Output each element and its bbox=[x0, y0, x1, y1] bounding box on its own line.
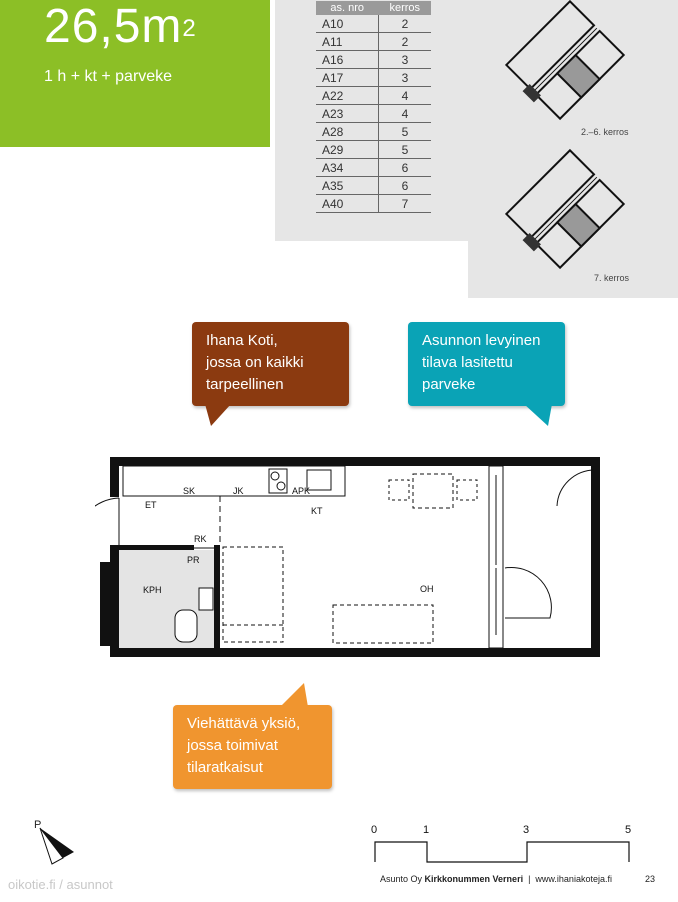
bubble-teal-line-1: Asunnon levyinen bbox=[422, 332, 541, 349]
bubble-brown-line-1: Ihana Koti, bbox=[206, 332, 278, 349]
table-row bbox=[316, 69, 431, 87]
apartment-cell: A11 bbox=[316, 33, 379, 51]
apartment-cell: A29 bbox=[316, 141, 379, 159]
floor-cell: 3 bbox=[379, 51, 432, 69]
label-pr: PR bbox=[187, 555, 200, 565]
wall-bottom bbox=[110, 648, 600, 657]
scale-tick-1: 1 bbox=[423, 824, 430, 836]
col-floor-header: kerros bbox=[379, 1, 432, 15]
wall-bath-top bbox=[119, 545, 194, 550]
table-row bbox=[316, 141, 431, 159]
label-kph: KPH bbox=[143, 585, 162, 595]
bubble-teal bbox=[408, 322, 565, 406]
floor-plan bbox=[95, 450, 605, 665]
scale-tick-3: 3 bbox=[523, 824, 530, 836]
table-row bbox=[316, 123, 431, 141]
label-kt: KT bbox=[311, 506, 323, 516]
bubble-orange-tail bbox=[280, 683, 310, 707]
wall-left-upper bbox=[110, 457, 119, 497]
floor-cell: 6 bbox=[379, 159, 432, 177]
table-row bbox=[316, 87, 431, 105]
balcony-door-swing bbox=[505, 567, 551, 618]
floor-cell: 3 bbox=[379, 69, 432, 87]
bubble-teal-line-3: parveke bbox=[422, 376, 476, 393]
wall-top bbox=[110, 457, 600, 466]
wall-bath-right bbox=[214, 545, 220, 648]
footer-prefix: Asunto Oy bbox=[380, 874, 425, 884]
bubble-brown-line-2: jossa on kaikki bbox=[206, 354, 304, 371]
keyplan-label-2-6: 2.–6. kerros bbox=[581, 127, 629, 137]
apartment-cell: A16 bbox=[316, 51, 379, 69]
bubble-teal-tail bbox=[524, 404, 554, 428]
apartment-cell: A35 bbox=[316, 177, 379, 195]
table-row bbox=[316, 33, 431, 51]
table-row bbox=[316, 177, 431, 195]
bubble-orange bbox=[173, 705, 332, 789]
watermark: oikotie.fi / asunnot bbox=[8, 877, 113, 892]
bubble-brown-tail bbox=[205, 404, 235, 428]
bubble-orange-line-2: jossa toimivat bbox=[187, 737, 278, 754]
apartment-cell: A28 bbox=[316, 123, 379, 141]
floor-cell: 4 bbox=[379, 105, 432, 123]
bubble-orange-line-1: Viehättävä yksiö, bbox=[187, 715, 301, 732]
table-row bbox=[316, 51, 431, 69]
footer-separator: | bbox=[523, 874, 536, 884]
apartment-cell: A34 bbox=[316, 159, 379, 177]
apartment-cell: A10 bbox=[316, 15, 379, 33]
area-value: 26,5m bbox=[44, 0, 183, 53]
footer-text bbox=[380, 874, 612, 884]
floor-cell: 6 bbox=[379, 177, 432, 195]
footer-url[interactable]: www.ihaniakoteja.fi bbox=[535, 874, 612, 884]
floor-cell: 5 bbox=[379, 141, 432, 159]
keyplan-floors-2-6 bbox=[505, 0, 635, 140]
room-description: 1 h + kt + parveke bbox=[44, 68, 173, 85]
sink-icon bbox=[199, 588, 213, 610]
north-label: P bbox=[34, 819, 42, 831]
table-header-row bbox=[316, 1, 431, 15]
bubble-brown bbox=[192, 322, 349, 406]
keyplan-floor-7 bbox=[505, 147, 635, 277]
apartment-cell: A17 bbox=[316, 69, 379, 87]
floor-cell: 2 bbox=[379, 33, 432, 51]
label-et: ET bbox=[145, 500, 157, 510]
toilet-icon bbox=[175, 610, 197, 642]
label-oh: OH bbox=[420, 584, 434, 594]
scale-tick-5: 5 bbox=[625, 824, 632, 836]
apartment-cell: A40 bbox=[316, 195, 379, 213]
table-row bbox=[316, 195, 431, 213]
apartment-cell: A22 bbox=[316, 87, 379, 105]
scale-tick-0: 0 bbox=[371, 824, 378, 836]
scale-bar bbox=[368, 830, 638, 870]
label-sk: SK bbox=[183, 486, 196, 496]
bubble-brown-line-3: tarpeellinen bbox=[206, 376, 284, 393]
table-row bbox=[316, 159, 431, 177]
wall-left-block bbox=[100, 562, 112, 646]
sofa-outline bbox=[333, 605, 433, 643]
footer-company: Kirkkonummen Verneri bbox=[424, 874, 524, 884]
col-apartment-header: as. nro bbox=[316, 1, 379, 15]
wall-right bbox=[591, 457, 600, 657]
floor-cell: 7 bbox=[379, 195, 432, 213]
floor-cell: 4 bbox=[379, 87, 432, 105]
label-jk: JK bbox=[233, 486, 244, 496]
entry-door-swing bbox=[95, 498, 119, 545]
bubble-teal-line-2: tilava lasitettu bbox=[422, 354, 513, 371]
apartment-table bbox=[316, 1, 431, 213]
bed-outline bbox=[223, 547, 283, 642]
table-row bbox=[316, 105, 431, 123]
page-number: 23 bbox=[645, 874, 656, 884]
floor-cell: 5 bbox=[379, 123, 432, 141]
floor-cell: 2 bbox=[379, 15, 432, 33]
area-unit-superscript: 2 bbox=[182, 15, 197, 42]
label-rk: RK bbox=[194, 534, 207, 544]
apartment-cell: A23 bbox=[316, 105, 379, 123]
dining-table bbox=[413, 474, 453, 508]
bubble-orange-line-3: tilaratkaisut bbox=[187, 759, 263, 776]
keyplan-label-7: 7. kerros bbox=[594, 273, 630, 283]
table-row bbox=[316, 15, 431, 33]
label-apk: APK bbox=[292, 486, 311, 496]
apartment-area bbox=[44, 0, 197, 54]
